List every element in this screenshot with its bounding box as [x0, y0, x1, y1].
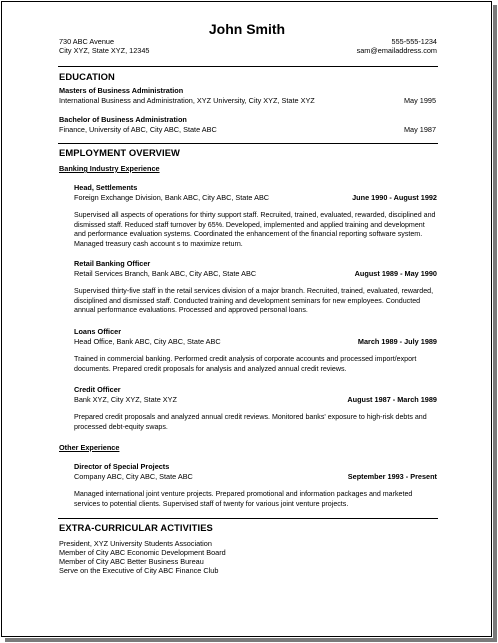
job-description: Prepared credit proposals and analyzed annual credit reviews. Monitored banks' exposure to high-risk debts and processed debt-equity swaps. [74, 413, 427, 431]
job-title: Loans Officer [74, 327, 122, 336]
education-detail: Finance, University of ABC, City ABC, State ABC [59, 125, 217, 134]
job-description: Managed international joint venture projects. Prepared promotional and information packages and marketed services to potential clients. Supervised staff of twenty for various joint venture projects. [74, 490, 413, 508]
activity-item: President, XYZ University Students Association [59, 539, 212, 548]
phone-number: 555-555-1234 [391, 37, 437, 46]
education-degree: Bachelor of Business Administration [59, 115, 187, 124]
education-detail: International Business and Administration, XYZ University, City XYZ, State XYZ [59, 96, 315, 105]
job-title: Director of Special Projects [74, 462, 170, 471]
address-line-1: 730 ABC Avenue [59, 37, 115, 46]
other-experience-subheading: Other Experience [59, 443, 120, 452]
job-organization: Head Office, Bank ABC, City ABC, State ABC [74, 337, 221, 346]
job-organization: Foreign Exchange Division, Bank ABC, City ABC, State ABC [74, 193, 270, 202]
education-date: May 1995 [403, 96, 436, 105]
job-organization: Bank XYZ, City XYZ, State XYZ [74, 395, 178, 404]
activities-heading: EXTRA-CURRICULAR ACTIVITIES [59, 522, 213, 533]
employment-heading: EMPLOYMENT OVERVIEW [59, 147, 181, 158]
job-dates: June 1990 - August 1992 [352, 193, 437, 202]
divider [58, 66, 438, 67]
job-title: Retail Banking Officer [74, 259, 151, 268]
candidate-name: John Smith [208, 21, 286, 37]
job-organization: Retail Services Branch, Bank ABC, City ABC, State ABC [74, 269, 257, 278]
job-dates: March 1989 - July 1989 [357, 337, 437, 346]
activity-item: Serve on the Executive of City ABC Finance Club [59, 566, 219, 575]
education-heading: EDUCATION [59, 71, 115, 82]
job-description: Supervised all aspects of operations for thirty support staff. Recruited, trained, evaluated, rewarded, disciplined and dismissed staff. Reduced staff turnover by 65%. Developed, implemented and applied training and development and performance evaluation systems. Coordinated the enhancement of the financial reporting software system. Managed treasury cash account s to maximize return. [74, 211, 436, 248]
job-title: Head, Settlements [74, 183, 138, 192]
education-degree: Masters of Business Administration [59, 86, 184, 95]
activity-item: Member of City ABC Better Business Bureau [59, 557, 204, 566]
activity-item: Member of City ABC Economic Development Board [59, 548, 226, 557]
job-dates: August 1987 - March 1989 [347, 395, 437, 404]
address-line-2: City XYZ, State XYZ, 12345 [59, 46, 150, 55]
divider [58, 518, 438, 519]
page-shadow-right [493, 5, 497, 639]
page-shadow-bottom [5, 638, 497, 642]
job-title: Credit Officer [74, 385, 121, 394]
job-description: Supervised thirty-five staff in the retail services division of a major branch. Recruited, trained, evaluated, rewarded, disciplined and dismissed staff. Conducted training and development seminars for new employees. Conducted annual performance evaluations. Processed and approved personal loans. [74, 287, 434, 314]
banking-experience-subheading: Banking Industry Experience [59, 164, 160, 173]
job-organization: Company ABC, City ABC, State ABC [74, 472, 193, 481]
job-dates: August 1989 - May 1990 [354, 269, 437, 278]
job-description: Trained in commercial banking. Performed credit analysis of corporate accounts and processed import/export documents. Prepared credit proposals for analysis and analyzed annual credit reviews. [74, 355, 417, 373]
job-dates: September 1993 - Present [347, 472, 437, 481]
divider [58, 143, 438, 144]
education-date: May 1987 [403, 125, 436, 134]
email-address: sam@emailaddress.com [356, 46, 437, 55]
